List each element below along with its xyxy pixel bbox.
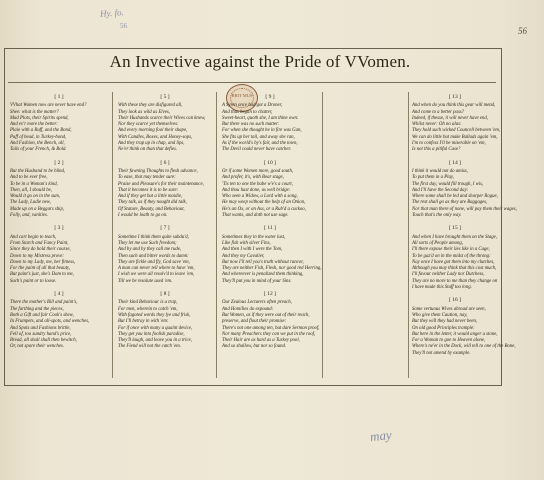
stanza	[118, 225, 212, 285]
verse-line: But the Husband to be blind,	[10, 168, 66, 174]
column-divider	[216, 92, 217, 378]
stanza-number: [ 5 ]	[160, 94, 170, 100]
verse-line: Where some shall be led and sharper Rogue,	[412, 194, 498, 200]
verse-line: He may weep without the help of an Onion,	[222, 200, 306, 206]
text-column-4	[412, 94, 517, 382]
verse-line: They look as wild as Elves,	[118, 109, 170, 115]
verse-line: And when I have brought them on the Stage,	[412, 234, 497, 240]
verse-line: Their Hair are as hard as a Turkey pool,	[222, 338, 300, 344]
verse-line: With Candles, Boxes, and Honey-sops,	[118, 134, 193, 140]
verse-line: They get you into foolish paradise,	[118, 331, 185, 337]
verse-line: But Women, as if they were out of their reach,	[222, 312, 310, 318]
verse-line: There the mother's Bill and paint's,	[10, 300, 78, 306]
stanza	[222, 225, 322, 285]
verse-line: But they will they had never been,	[412, 319, 478, 325]
verse-line: On old good Principles trample:	[412, 325, 475, 331]
stanza-number: [ 15 ]	[449, 225, 461, 232]
verse-line: Whilst never: Oh no alas:	[412, 122, 462, 128]
stanza-number: [ 6 ]	[160, 159, 170, 166]
verse-line: Praise and Pleasure's for their maintenance,	[118, 181, 204, 187]
verse-line: I'll there expose their lies like in a Cage,	[412, 247, 490, 253]
verse-line: I'm to confess I'll be miserable on 'em,	[412, 141, 486, 147]
verse-line: Down to my Lady, me, her fitness,	[10, 259, 76, 265]
verse-line: And Homilies do expound:	[222, 306, 274, 312]
verse-line: To be gaz'd on in the midst of the throng:	[412, 253, 491, 259]
verse-line: Of Stature, Beauty, and Behaviour,	[118, 206, 185, 212]
verse-line: And if they get but a little maidie,	[118, 194, 183, 200]
verse-line: In Frumpets, and all-spots, and wenches,	[10, 319, 90, 325]
stanza	[10, 291, 108, 351]
stanza-number: [ 9 ]	[265, 94, 275, 100]
verse-line: The Devil could never have catcher.	[222, 147, 291, 153]
verse-line: And every morning fool their shape,	[118, 128, 188, 134]
stanza-number: [ 14 ]	[449, 159, 461, 166]
stanza-number: [ 16 ]	[449, 297, 461, 304]
verse-line: For if once with many a quaint device,	[118, 325, 193, 331]
verse-line: Puff of head, in Turkey-bond,	[10, 134, 67, 140]
stanza-number: [ 8 ]	[160, 291, 170, 298]
verse-line: Or if some Women more, good south,	[222, 168, 294, 174]
verse-line: Or, not spare their wenches.	[10, 344, 64, 350]
verse-line: The farthing and the pieces,	[10, 306, 64, 312]
verse-line: They are fickle and fly, God save 'em,	[118, 259, 190, 265]
verse-line: Where's ne'er in the Dock, will tell to one of the Bone,	[412, 344, 516, 350]
stamp-text: BRIT MUS	[231, 93, 253, 98]
verse-line: With fagoted words they lye and frisk,	[118, 312, 191, 318]
verse-line: And they trap up in chap, and lips,	[118, 141, 185, 147]
verse-line: And I'll have the Second day:	[412, 187, 469, 193]
verse-line: He's an Ox, or an Ass, or a Rub'd a cuckoo,	[222, 206, 306, 212]
verse-line: Nor that man there of none, will pay them their wages,	[412, 206, 517, 212]
verse-line: Touch that's the only way.	[412, 213, 462, 219]
verse-line: Indeed, if thesse, it will never have end,	[412, 115, 488, 121]
folio-number: 56	[518, 26, 527, 36]
verse-line: To be in a Woman's kind,	[10, 181, 58, 187]
verse-line: Although you may think that this cost much,	[412, 266, 497, 272]
stanza-number: [ 10 ]	[264, 159, 276, 166]
verse-line: And come to a better pass?	[412, 109, 465, 115]
verse-line: The Fiend will not the catch 'em.	[118, 344, 181, 350]
verse-line: But here in the letter, it would anger a stone,	[412, 331, 498, 337]
verse-line: Their fawning Thoughts to flesh advance,	[118, 168, 198, 174]
column-divider	[408, 92, 409, 378]
stanza	[222, 94, 318, 154]
text-column-2	[118, 94, 212, 382]
verse-line: The first day, would fill trough, I wis,	[412, 181, 484, 187]
title-rule	[8, 82, 496, 83]
verse-line: They hold such wicked Councell between 'em,	[412, 128, 501, 134]
corner-note-number: 56	[120, 22, 127, 30]
verse-line: Sweet-heart, quoth she, I am thine own:	[222, 115, 299, 121]
verse-line: They'll put you in mind of your Sins.	[222, 278, 292, 284]
verse-line: Down to my Mistress prove:	[10, 253, 65, 259]
verse-line: Sometime I think them quite subdu'd,	[118, 234, 189, 240]
verse-line: They'll not amend by example.	[412, 350, 471, 356]
stanza	[412, 159, 517, 220]
stanza-number: [ 13 ]	[449, 94, 461, 100]
verse-line: That wants, and doth not use sage.	[222, 213, 289, 219]
verse-line: Would it go on in the sum,	[10, 194, 61, 200]
verse-line: But there was no such matter:	[222, 122, 280, 128]
stanza-number: [ 4 ]	[54, 291, 64, 298]
verse-line: But paint's just, she's Dam to me,	[10, 272, 74, 278]
verse-line: Nor they scarce yet themselves:	[118, 122, 179, 128]
stanza-number: [ 3 ]	[54, 225, 64, 232]
verse-line: They'll laugh, and leave you in a trice,	[118, 338, 192, 344]
verse-line: Shee: what is the matter?	[10, 109, 59, 115]
verse-line: But I'll betray in with 'em:	[118, 319, 169, 325]
verse-line: Such's paint or to loose.	[10, 278, 57, 284]
verse-line: For when she thought he in fire was Gan,	[222, 128, 302, 134]
stanza	[222, 160, 318, 220]
column-divider	[322, 92, 323, 378]
stanza	[118, 94, 212, 154]
verse-line: Who seen a Widow, a Lord with a song,	[222, 194, 298, 200]
verse-line: And profer, it's, with Bear stage,	[222, 175, 284, 181]
verse-line: Mad Plots, their Spirits spend,	[10, 115, 69, 121]
verse-line: The rest shall go as they are Baggages,	[412, 200, 488, 206]
stanza	[10, 225, 108, 285]
verse-line: Our Zealous Lecturers often preach,	[222, 300, 292, 306]
verse-line: And Spots and Fashions brittle,	[10, 325, 71, 331]
verse-line: Who give them Caution, nay,	[412, 312, 468, 318]
verse-line: Then, all, I should be,	[10, 187, 52, 193]
verse-line: She fits up her tail, and away she ran,	[222, 134, 295, 140]
stanza	[412, 297, 516, 357]
verse-line: They are no more to me than they change on	[412, 278, 498, 284]
verse-line: A Syren once had got a Droner,	[222, 103, 283, 109]
stanza-number: [ 12 ]	[264, 291, 276, 298]
verse-line: To put them in a Play,	[412, 175, 454, 181]
verse-line: And thou hast done, as well bridge:	[222, 187, 291, 193]
verse-line: Made up on a Beggars ship,	[10, 206, 65, 212]
verse-line: We can do little but make Ballads again 'em,	[412, 134, 498, 140]
verse-line: Nor many Preachers they can we put in the roof,	[222, 331, 316, 337]
verse-line: And they my Cavalier,	[222, 253, 265, 259]
stanza-number: [ 7 ]	[160, 225, 170, 232]
stanza	[412, 225, 498, 291]
verse-line: The Lady, Ladie new,	[10, 200, 51, 206]
verse-line: All sorts of People among,	[412, 240, 464, 246]
verse-line: Ne'er think on than that defies.	[118, 147, 178, 153]
verse-line: Their Husbands scarce their Wives can know,	[118, 115, 206, 121]
stanza	[10, 94, 108, 154]
verse-line: With these they are disfigured all,	[118, 103, 183, 109]
stanza	[118, 160, 212, 220]
verse-line: And to be ever free,	[10, 175, 48, 181]
verse-line: They let me use Such freedom;	[118, 240, 177, 246]
verse-line: They talk, as if they nought did talk,	[118, 200, 187, 206]
verse-line: And cart begin to teach,	[10, 234, 57, 240]
verse-line: Bread, all shall shall then bewitch,	[10, 338, 77, 344]
stanza	[222, 291, 318, 351]
verse-line: And ev'r more the better:	[10, 122, 59, 128]
verse-line: And Fashion, the Bench, all,	[10, 141, 65, 147]
corner-handwritten-note: Hy. fo.	[99, 7, 125, 19]
verse-line: Nay once I have got them into my clutches,	[412, 259, 495, 265]
verse-line: preserve, and flout their promise:	[222, 319, 287, 325]
verse-line: I wish we were all resolv'd to leave 'em,	[118, 272, 195, 278]
verse-line: Fell of, too sundry hand's price,	[10, 331, 72, 337]
verse-line: 'Tis ten to one the babe w'e's a court,	[222, 181, 293, 187]
verse-line: Till we be resolute used 'em.	[118, 278, 173, 284]
verse-line: Plaie with a Ruff, and the Bond,	[10, 128, 72, 134]
verse-line: Their kind Behaviour is a trap,	[118, 300, 178, 306]
verse-line: To ease, that may tender sure:	[118, 175, 176, 181]
verse-line: For the paint of all that beauty,	[10, 266, 71, 272]
text-column-3	[222, 94, 322, 382]
verse-line: Tails of your French, & Bold.	[10, 147, 67, 153]
verse-line: For a Woman to goe to Heaven alone,	[412, 338, 486, 344]
verse-line: I think it would not do amiss,	[412, 168, 468, 174]
verse-line: And when do you think this gear will mend,	[412, 103, 496, 109]
verse-line: I'll favour neither Lady nor Dutchess,	[412, 272, 485, 278]
verse-line: But now I'll tell you's truth without rancor,	[222, 259, 304, 265]
verse-line: Is not this a pitiful Case?	[412, 147, 461, 153]
stanza	[118, 291, 212, 351]
verse-line: And whereever is penalized them thinking,	[222, 272, 304, 278]
stanza	[10, 160, 108, 220]
verse-line: VVhat Women now are never have end?	[10, 103, 87, 109]
verse-line: Some vertuous Wives abroad are seen,	[412, 306, 486, 312]
text-column-1	[10, 94, 108, 382]
verse-line: Since they do hold their course,	[10, 247, 71, 253]
verse-line: From Starch and Fancy Paint,	[10, 240, 69, 246]
verse-line: I have made this Stuff too long.	[412, 285, 472, 291]
verse-line: Then such and bitter words to damn:	[118, 253, 189, 259]
verse-line: For men, wherein to catch 'em,	[118, 306, 178, 312]
verse-line: Sometimes they in the water lust,	[222, 234, 286, 240]
verse-line: They are neither Fish, Flesh, nor good red Herring,	[222, 266, 322, 272]
verse-line: A man can never tell where to have 'em,	[118, 266, 195, 272]
verse-line: There's not one among ten, but dare Sermon proof,	[222, 325, 320, 331]
verse-line: As if the world's by's fair, and the town,	[222, 141, 298, 147]
column-divider	[112, 92, 113, 378]
verse-line: Like fish with silver Fins,	[222, 240, 271, 246]
verse-line: And by and by they call me rude,	[118, 247, 182, 253]
verse-line: And thus began to chatter,	[222, 109, 273, 115]
verse-line: Both a Gift and fair Cook's shew,	[10, 312, 74, 318]
verse-line: Folly, and, vanities.	[10, 213, 48, 219]
page-title: An Invective against the Pride of VVomen.	[109, 52, 411, 71]
stanza	[412, 94, 501, 154]
verse-line: And so shallow, but nor so found.	[222, 344, 287, 350]
verse-line: That it becomes it is to be sure:	[118, 187, 179, 193]
handwritten-signature: may	[369, 426, 393, 445]
verse-line: And then I with I were the Tom,	[222, 247, 283, 253]
stanza-number: [ 2 ]	[54, 159, 64, 166]
verse-line: I would be loath to go on.	[118, 213, 168, 219]
stanza-number: [ 1 ]	[54, 94, 64, 100]
stanza-number: [ 11 ]	[264, 225, 276, 232]
